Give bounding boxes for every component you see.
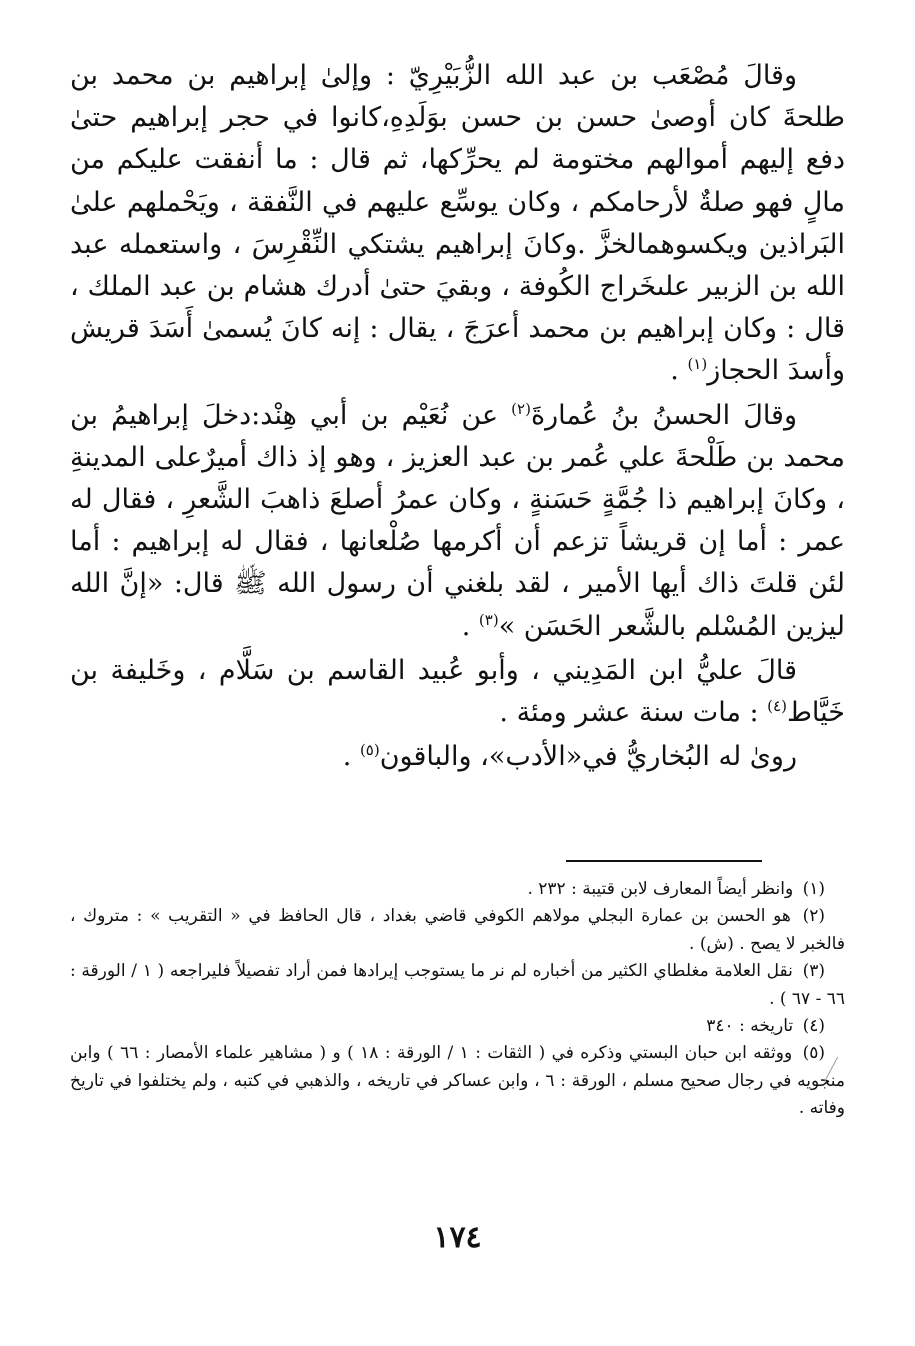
footnote-number: (٢) bbox=[802, 906, 825, 927]
paragraph-hasan-ibn-umara bbox=[70, 395, 845, 648]
footnote-3 bbox=[70, 958, 845, 1013]
footnote-separator bbox=[566, 860, 762, 862]
main-text bbox=[70, 55, 845, 778]
footnotes bbox=[70, 876, 845, 1123]
period: . bbox=[342, 741, 360, 773]
page-number: ١٧٤ bbox=[433, 1220, 482, 1255]
footnote-text: هو الحسن بن عمارة البجلي مولاهم الكوفي قاضي بغداد ، قال الحافظ في « التقريب » : متروك ، فالخبر لا يصح . (ش) . bbox=[70, 906, 845, 954]
footnote-4 bbox=[70, 1013, 845, 1040]
footnote-5 bbox=[70, 1040, 845, 1122]
footnote-text: ووثقه ابن حبان البستي وذكره في ( الثقات : ١ / الورقة : ١٨ ) و ( مشاهير علماء الأمصار : ٦٦ ) وابن منجويه في رجال صحيح مسلم ، الورقة : ٦ ، وابن عساكر في تاريخه ، والذهبي في كتبه ، ولم يختلفوا في تاريخ وفاته . bbox=[70, 1043, 845, 1119]
footnote-marker-2: (٢) bbox=[511, 399, 531, 418]
footnote-number: (٥) bbox=[802, 1043, 826, 1064]
footnote-text: وانظر أيضاً المعارف لابن قتيبة : ٢٣٢ . bbox=[527, 879, 794, 899]
footnote-marker-1: (١) bbox=[687, 355, 708, 374]
footnote-marker-5: (٥) bbox=[359, 741, 380, 760]
period: . bbox=[461, 610, 479, 642]
footnote-1 bbox=[70, 876, 845, 903]
footnote-2 bbox=[70, 903, 845, 958]
paragraph-text: قالَ عليُّ ابن المَدِيني ، وأبو عُبيد القاسم بن سَلَّام ، وخَليفة بن خَيَّاط bbox=[70, 654, 845, 729]
paragraph-text: عن نُعَيْم بن أبي هِنْد:دخلَ إبراهيمُ بن محمد بن طَلْحةَ علي عُمر بن عبد العزيز ، وهو إذ ذاك أميرٌعلى المدينةِ ، وكانَ إبراهيم ذا جُمَّةٍ حَسَنةٍ ، وكان عمرُ أصلعَ ذاهبَ الشَّعرِ ، فقال له عمر : أما إن قريشاً تزعم أن أكرمها صُلْعانها ، فقال له إبراهيم : أما لئن قلتَ ذاك أيها الأمير ، لقد بلغني أن رسول الله ﷺ قال: «إنَّ الله ليزين المُسْلم بالشَّعر الحَسَن » bbox=[70, 399, 845, 642]
paragraph-death-date bbox=[70, 650, 845, 734]
period: . bbox=[670, 355, 688, 387]
footnote-number: (١) bbox=[802, 879, 825, 899]
footnote-marker-3: (٣) bbox=[478, 610, 499, 629]
footnote-number: (٤) bbox=[802, 1016, 825, 1037]
paragraph-text: وقالَ مُصْعَب بن عبد الله الزُّبَيْرِيّ : وإلىٰ إبراهيم بن محمد بن طلحةَ كان أوصىٰ حسن بن حسن بوَلَدِهِ،كانوا في حجر إبراهيم حتىٰ دفع إليهم أموالهم مختومة لم يحرِّكها، ثم قال : ما أنفقت عليكم من مالٍ فهو صلةٌ لأرحامكم ، وكان يوسِّع عليهم في النَّفقة ، ويَحْملهم علىٰ البَراذين ويكسوهمالخزَّ .وكانَ إبراهيم يشتكي النِّقْرِسَ ، واستعمله عبد الله بن الزبير علىخَراج الكُوفة ، وبقيَ حتىٰ أدرك هشام بن عبد الملك ، قال : وكان إبراهيم بن محمد أعرَجَ ، يقال : إنه كانَ يُسمىٰ أَسَدَ قريش وأسدَ الحجاز bbox=[70, 60, 845, 387]
paragraph-narrators bbox=[70, 736, 845, 778]
footnote-text: نقل العلامة مغلطاي الكثير من أخباره لم نر ما يستوجب إيرادها فمن أراد تفصيلاً فليراجعه ( ١ / الورقة : ٦٦ - ٦٧ ) . bbox=[70, 961, 845, 1009]
footnote-marker-4: (٤) bbox=[767, 697, 787, 716]
footnote-text: تاريخه : ٣٤٠ bbox=[706, 1016, 794, 1037]
paragraph-text: وقالَ الحسنُ بنُ عُمارةَ bbox=[530, 399, 797, 431]
footnote-number: (٣) bbox=[802, 961, 825, 982]
paragraph-text: : مات سنة عشر ومئة . bbox=[499, 697, 768, 729]
paragraph-text: روىٰ له البُخاريُّ في«الأدب»، والباقون bbox=[379, 741, 797, 773]
paragraph-ibrahim-biography bbox=[70, 55, 845, 393]
